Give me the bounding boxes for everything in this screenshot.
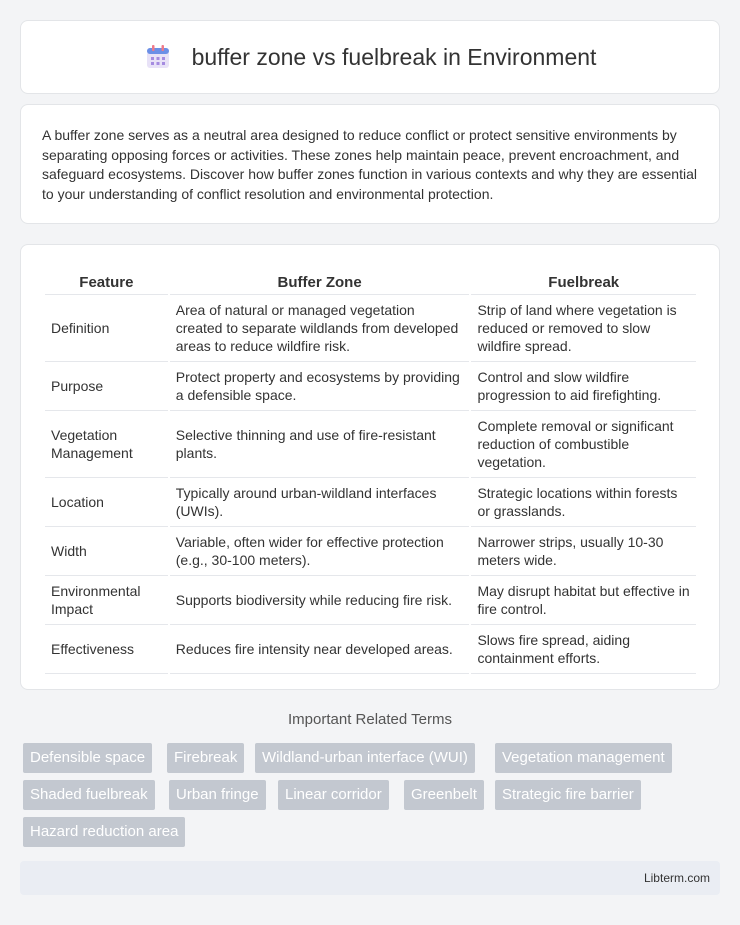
tag-vegetation-management[interactable]: Vegetation management [495,743,672,773]
row-buffer-zone: Supports biodiversity while reducing fire risk. [170,576,470,625]
related-terms-title: Important Related Terms [288,711,452,728]
tag-defensible-space[interactable]: Defensible space [23,743,152,773]
comparison-table-card [20,244,720,690]
intro-card [20,104,720,224]
row-feature: Location [45,478,168,527]
table-row [45,411,696,478]
table-row [45,295,696,362]
header-card [20,20,720,94]
tag-strategic-fire-barrier[interactable]: Strategic fire barrier [495,780,641,810]
footer [20,861,720,895]
row-buffer-zone: Variable, often wider for effective protection (e.g., 30-100 meters). [170,527,470,576]
row-fuelbreak: May disrupt habitat but effective in fire control. [471,576,696,625]
tag-shaded-fuelbreak[interactable]: Shaded fuelbreak [23,780,155,810]
table-row [45,576,696,625]
tag-urban-fringe[interactable]: Urban fringe [169,780,266,810]
row-fuelbreak: Narrower strips, usually 10-30 meters wide. [471,527,696,576]
table-header-row [45,265,696,295]
row-fuelbreak: Strip of land where vegetation is reduced or removed to slow wildfire spread. [471,295,696,362]
table-row [45,478,696,527]
row-buffer-zone: Area of natural or managed vegetation created to separate wildlands from developed areas to reduce wildfire risk. [170,295,470,362]
page-title: buffer zone vs fuelbreak in Environment [191,43,597,70]
footer-site-link[interactable]: Libterm.com [643,871,710,885]
row-feature: Vegetation Management [45,411,168,478]
row-buffer-zone: Protect property and ecosystems by providing a defensible space. [170,362,470,411]
row-buffer-zone: Reduces fire intensity near developed areas. [170,625,470,674]
header-fuelbreak: Fuelbreak [471,265,696,295]
comparison-table [43,265,698,674]
row-feature: Environmental Impact [45,576,168,625]
row-fuelbreak: Slows fire spread, aiding containment efforts. [471,625,696,674]
row-fuelbreak: Control and slow wildfire progression to aid firefighting. [471,362,696,411]
table-row [45,527,696,576]
tag-hazard-reduction-area[interactable]: Hazard reduction area [23,817,185,847]
tag-firebreak[interactable]: Firebreak [167,743,244,773]
calendar-icon [144,43,172,71]
table-row [45,362,696,411]
row-feature: Width [45,527,168,576]
row-feature: Definition [45,295,168,362]
row-fuelbreak: Strategic locations within forests or grasslands. [471,478,696,527]
table-row [45,625,696,674]
tag-greenbelt[interactable]: Greenbelt [404,780,484,810]
header-buffer-zone: Buffer Zone [170,265,470,295]
row-feature: Effectiveness [45,625,168,674]
header-feature: Feature [45,265,168,295]
tag-linear-corridor[interactable]: Linear corridor [278,780,389,810]
row-fuelbreak: Complete removal or significant reduction of combustible vegetation. [471,411,696,478]
row-buffer-zone: Selective thinning and use of fire-resistant plants. [170,411,470,478]
intro-text: A buffer zone serves as a neutral area designed to reduce conflict or protect sensitive environments by separating opposing forces or activities. These zones help maintain peace, prevent encroachment, and safeguard ecosystems. Discover how buffer zones function in various contexts and why they are essential to your understanding of conflict resolution and environmental protection. [42,127,697,202]
tag-wui[interactable]: Wildland-urban interface (WUI) [255,743,475,773]
row-buffer-zone: Typically around urban-wildland interfaces (UWIs). [170,478,470,527]
row-feature: Purpose [45,362,168,411]
